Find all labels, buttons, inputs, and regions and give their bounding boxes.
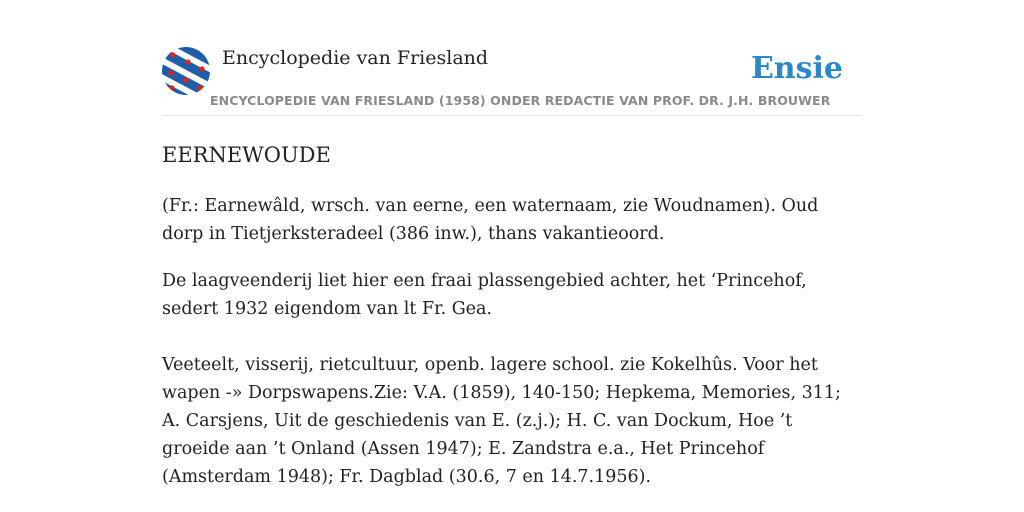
article-paragraph-1: (Fr.: Earnewâld, wrsch. van eerne, een waternaam, zie Woudnamen). Oud dorp in Tietjerksteradeel (386 inw.), thans vakantieoord.	[162, 196, 819, 244]
site-title[interactable]: Encyclopedie van Friesland	[222, 47, 489, 69]
frisian-flag-icon[interactable]	[162, 47, 210, 95]
article-paragraph-3: Veeteelt, visserij, rietcultuur, openb. lagere school. zie Kokelhûs. Voor het wapen -» Dorpswapens.Zie: V.A. (1859), 140-150; Hepkema, Memories, 311; A. Carsjens, Uit de geschiedenis van E. (z.j.); H. C. van Dockum, Hoe ’t groeide aan ’t Onland (Assen 1947); E. Zandstra e.a., Het Princehof (Amsterdam 1948); Fr. Dagblad (30.6, 7 en 14.7.1956).	[162, 355, 841, 487]
header-divider	[162, 115, 862, 116]
page	[162, 0, 862, 512]
ensie-brand-logo[interactable]: Ensie	[750, 51, 843, 86]
article-paragraph-2: De laagveenderij liet hier een fraai plassengebied achter, het ‘Princehof, sedert 1932 eigendom van lt Fr. Gea.	[162, 271, 807, 319]
encyclopedia-subtitle: ENCYCLOPEDIE VAN FRIESLAND (1958) ONDER REDACTIE VAN PROF. DR. J.H. BROUWER	[210, 93, 831, 108]
article-title: EERNEWOUDE	[162, 143, 331, 167]
header	[162, 0, 862, 116]
